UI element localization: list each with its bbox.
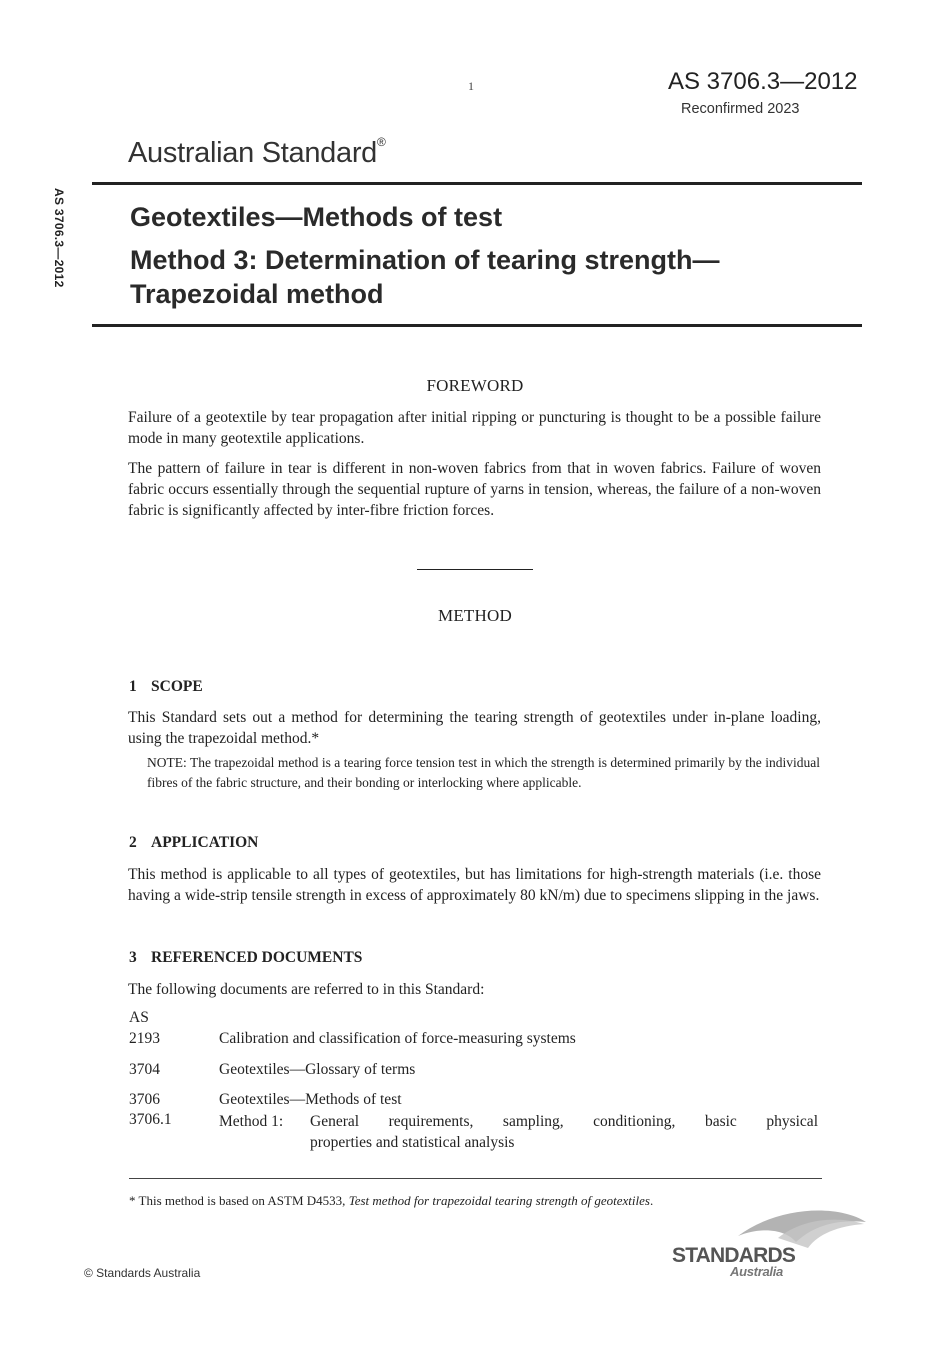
copyright: © Standards Australia bbox=[84, 1266, 201, 1280]
reference-title: Geotextiles—Glossary of terms bbox=[219, 1061, 416, 1078]
top-rule bbox=[92, 182, 862, 185]
reference-code: 2193 bbox=[129, 1030, 160, 1047]
footnote-prefix: * This method is based on ASTM D4533, bbox=[129, 1193, 349, 1208]
reference-title-line-2: properties and statistical analysis bbox=[310, 1134, 515, 1151]
section-2-paragraph: This method is applicable to all types of geotextiles, but has limitations for high-strength materials (i.e. those having a wide-strip tensile strength in excess of approximately 80 kN/m) due to specimens slipping in the jaws. bbox=[128, 866, 821, 904]
reference-method: Method 1: bbox=[219, 1113, 284, 1130]
section-1-paragraph: This Standard sets out a method for determining the tearing strength of geotextiles under in-plane loading, using the trapezoidal method.* bbox=[128, 709, 821, 747]
reference-code: 3706 bbox=[129, 1091, 160, 1108]
reference-title-line-1: General requirements, sampling, conditioning, basic physical bbox=[310, 1113, 818, 1130]
footnote bbox=[129, 1193, 653, 1209]
reconfirmed-note: Reconfirmed 2023 bbox=[681, 101, 800, 117]
section-2-number: 2 bbox=[129, 834, 137, 851]
foreword-heading: FOREWORD bbox=[426, 376, 524, 395]
section-3-number: 3 bbox=[129, 949, 137, 966]
reference-title: Geotextiles—Methods of test bbox=[219, 1091, 402, 1108]
section-3-paragraph: The following documents are referred to in this Standard: bbox=[128, 981, 485, 998]
foreword-paragraph-1: Failure of a geotextile by tear propagation after initial ripping or puncturing is thought to be a possible failure mode in many geotextile applications. bbox=[128, 409, 821, 447]
title-line-1: Geotextiles—Methods of test bbox=[130, 202, 503, 232]
section-1-note: NOTE: The trapezoidal method is a tearing force tension test in which the strength is determined primarily by the individual fibres of the fabric structure, and their bonding or interlocking where applicable. bbox=[147, 755, 820, 790]
standards-australia-logo bbox=[668, 1208, 868, 1280]
method-heading: METHOD bbox=[438, 606, 512, 625]
reference-title: Calibration and classification of force-measuring systems bbox=[219, 1030, 576, 1047]
logo-line-2: Australia bbox=[730, 1264, 783, 1279]
brand-title bbox=[128, 137, 386, 170]
logo-line-1: STANDARDS bbox=[672, 1244, 796, 1267]
reference-prefix: AS bbox=[129, 1009, 149, 1026]
side-label: AS 3706.3—2012 bbox=[52, 188, 66, 288]
section-2-heading bbox=[129, 834, 258, 852]
standard-number: AS 3706.3—2012 bbox=[668, 68, 858, 95]
footnote-rule bbox=[129, 1178, 822, 1179]
foreword-paragraph-2: The pattern of failure in tear is different in non-woven fabrics from that in woven fabrics. Failure of woven fabric occurs essentially through the sequential rupture of yarns in tension, whereas, the failure of a non-woven fabric is significantly affected by inter-fibre friction forces. bbox=[128, 460, 821, 519]
reference-code: 3704 bbox=[129, 1061, 160, 1078]
registered-mark: ® bbox=[377, 135, 386, 149]
section-1-number: 1 bbox=[129, 678, 137, 695]
brand-text: Australian Standard bbox=[128, 137, 378, 169]
reference-title bbox=[219, 1111, 820, 1153]
section-1-title: SCOPE bbox=[151, 678, 203, 695]
title-line-2: Method 3: Determination of tearing strength— bbox=[130, 245, 720, 275]
title-bottom-rule bbox=[92, 324, 862, 327]
page-number: 1 bbox=[468, 79, 474, 93]
title-line-3: Trapezoidal method bbox=[130, 279, 384, 309]
footnote-italic: Test method for trapezoidal tearing strength of geotextiles bbox=[348, 1193, 650, 1208]
section-2-title: APPLICATION bbox=[151, 834, 259, 851]
section-1-heading bbox=[129, 678, 203, 696]
footnote-suffix: . bbox=[649, 1193, 654, 1208]
reference-code: 3706.1 bbox=[129, 1111, 172, 1128]
section-3-title: REFERENCED DOCUMENTS bbox=[151, 949, 363, 966]
section-3-heading bbox=[129, 949, 362, 967]
section-divider bbox=[417, 569, 533, 570]
